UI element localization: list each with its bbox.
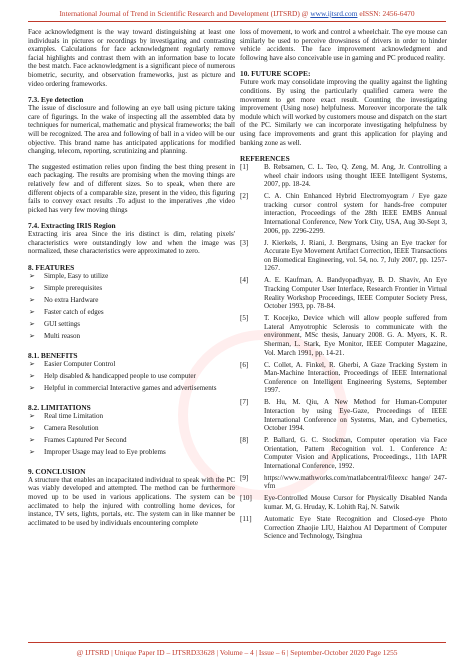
list-item [28,360,235,369]
reference-text: Eye-Controlled Mouse Cursor for Physically Disabled Nanda kumar. M, G. Hruday, K. Lohith Raj, N. Satwik [264,494,447,512]
list-item-text: Simple prerequisites [44,284,103,293]
section-7-4-paragraph: Extracting iris area Since the iris distinct is dim, relating pixels' characteristics were outstandingly low and when the image was normalized, these characteristics were approximated to zero. [28,230,235,256]
reference-number: [7] [240,398,249,407]
section-10-title: 10. FUTURE SCOPE: [240,69,311,79]
list-item [28,424,235,433]
reference-item [240,361,447,395]
reference-number: [2] [240,192,249,201]
list-item [28,284,235,293]
right-column [240,28,447,638]
arrow-bullet-icon: ➢ [29,435,35,444]
reference-list [240,163,447,541]
list-item [28,372,235,381]
list-item-text: Frames Captured Per Second [44,435,127,444]
reference-item [240,494,447,511]
arrow-bullet-icon: ➢ [29,308,35,317]
intro-paragraph: Face acknowledgment is the way toward distinguishing at least one individuals in pictures or recordings by investigating and contrasting examples. Calculations for face acknowledgment regularly remove facial highlights and contrast them with an information base to locate the best match. Face acknowledgment is a significant piece of numerous biometric, security, and observation frameworks, just as picture and video ordering frameworks. [28,28,235,88]
arrow-bullet-icon: ➢ [29,411,35,420]
list-item [28,436,235,445]
list-item [28,296,235,305]
limitations-list [28,412,235,457]
section-7-3-title: 7.3. Eye detection [28,95,84,105]
reference-number: [11] [240,515,252,523]
arrow-bullet-icon: ➢ [29,423,35,432]
arrow-bullet-icon: ➢ [29,359,35,368]
reference-number: [4] [240,276,249,285]
list-item-text: Multi reason [44,331,81,340]
header-url-link[interactable]: www.ijtsrd.com [310,9,358,18]
section-7-4-title: 7.4. Extracting IRIS Region [28,221,116,231]
reference-number: [8] [240,436,249,445]
section-8-title: 8. FEATURES [28,263,75,273]
list-item [28,320,235,329]
section-8-1-title: 8.1. BENEFITS [28,350,78,360]
reference-number: [5] [240,314,249,323]
section-9-title: 9. CONCLUSION [28,466,86,476]
reference-item [240,474,447,491]
section-7-3-paragraph-2: The suggested estimation relies upon finding the best thing present in each packaging. The results are promising when the moving things are relatively few and of different sizes. So to speak, when there are different objects of a comparable size, present in the video, this figuring fails to convey exact results .To adjust to the imperatives ,the video picked has very few moving things [28,162,235,214]
list-item-text: Easier Computer Control [44,359,116,368]
reference-text: B. Rebsamen, C. L. Teo, Q. Zeng, M. Ang, Jr. Controlling a wheel chair indoors using thought IEEE Intelligent Systems, 2007, pp. 18-24. [264,163,447,189]
reference-text: J. Kierkels, J. Riani, J. Bergmans, Using an Eye tracker for Accurate Eye Movement Artifact Correction, IEEE Transactions on Biomedical Engineering, vol. 54, no. 7, July 2007, pp. 1257-1267. [264,238,447,273]
reference-item [240,436,447,470]
page-footer: @ IJTSRD | Unique Paper ID – IJTSRD33628 | Volume – 4 | Issue – 6 | September-October 2020 Page 1255 [76,648,398,657]
section-8-2-title: 8.2. LIMITATIONS [28,402,91,412]
reference-text: Automatic Eye State Recognition and Closed-eye Photo Correction Zhaojie LIU, Haizhou AI Department of Computer Science and Technology, Tsinghua [264,515,447,541]
section-10-paragraph: Future work may consolidate improving the quality against the lighting conditions. By using the particularly qualified camera were the movement to get more exact result. Counting the investigating improvement (Using nose) helpfulness. Moreover incorporate the talk module which will worked by customers mouse and dispatch on the start of the PC. Similarly we can incorporate investigating helpfulness by using face improvements and grant this application for playing and banking zone as well. [240,78,447,147]
left-column [28,28,235,638]
reference-text: C. A. Chin Enhanced Hybrid Electromyogram / Eye gaze tracking cursor control system for hands-free computer interaction, Proceedings of the 28th IEEE EMBS Annual International Conference, New York City, USA, Aug 30-Sept 3, 2006, pp. 2296-2299. [264,192,447,235]
arrow-bullet-icon: ➢ [29,284,35,293]
list-item [28,308,235,317]
reference-item [240,192,447,235]
page-header [0,9,474,18]
continuation-paragraph: loss of movement, to work and control a wheelchair. The eye mouse can similarly be used to perceive drowsiness of drivers in order to hinder vehicle accidents. The face improvement acknowledgment and following have also conceivable use in gaming and PC produced reality. [240,28,447,62]
reference-text: B. Hu, M. Qiu, A New Method for Human-Computer Interaction by using Eye-Gaze, Proceedings of IEEE International Conference on Systems, Man, and Cybernetics, October 1994. [264,398,447,433]
list-item [28,272,235,281]
footer-rule [28,642,446,643]
arrow-bullet-icon: ➢ [29,320,35,328]
reference-item [240,276,447,310]
reference-item [240,239,447,273]
list-item-text: Helpful in commercial Interactive games and advertisements [44,383,217,392]
features-list [28,272,235,341]
reference-number: [3] [240,238,249,247]
list-item-text: Improper Usage may lead to Eye problems [44,447,166,456]
reference-item [240,314,447,357]
list-item [28,412,235,421]
reference-text: T. Kocejko, Device which will allow people suffered from Lateral Amyotrophic Sclerosis to communicate with the environment, MSc thesis, January 2008. G. A. Myers, K. R. Sherman, L. Stark, Eye Monitor, IEEE Computer Magazine, Vol. March 1991, pp. 14-21. [264,314,447,357]
reference-text: A. E. Kaufman, A. Bandyopadhyay, B. D. Shaviv, An Eye Tracking Computer User Interface, Research Frontier in Virtual Reality Workshop Proceedings, IEEE Computer Society Press, October 1993, pp. 78-84. [264,276,447,311]
list-item-text: GUI settings [44,320,81,328]
list-item-text: Simple, Easy to utilize [44,272,109,281]
header-suffix: eISSN: 2456-6470 [357,9,415,18]
list-item-text: Real time Limitation [44,411,104,420]
references-title: REFERENCES [240,154,290,164]
header-rule [28,21,446,22]
arrow-bullet-icon: ➢ [29,272,35,281]
reference-text: P. Ballard, G. C. Stockman, Computer operation via Face Orientation, Pattern Recognition vol. 1. Conference A: Computer Vision and Applications, Proceedings., 11th IAPR International Conference, 1992. [264,436,447,470]
reference-item [240,163,447,189]
section-7-3-paragraph-1: The issue of disclosure and following an eye ball using picture taking care of figurings. In the wake of inspecting all the assembled data by techniques for numerical, mathematic and physical frameworks; the ball will be recognized. The area and following of ball in a video will be our objective. This brand name has anticipated applications for modified changing, telecom, reporting, scrutinizing and planning. [28,104,235,156]
reference-number: [9] [240,473,249,482]
arrow-bullet-icon: ➢ [29,331,35,340]
reference-text: C. Collet, A. Finkel, R. Gherbi, A Gaze Tracking System in Man-Machine Interaction, Proceedings of IEEE International Conference on Intelligent Engineering Systems, September 1997. [264,360,447,395]
reference-item [240,398,447,432]
reference-number: [6] [240,360,249,369]
list-item [28,332,235,341]
reference-number: [10] [240,494,252,503]
reference-number: [1] [240,163,249,172]
list-item-text: No extra Hardware [44,296,99,305]
benefits-list [28,360,235,393]
reference-item [240,515,447,541]
arrow-bullet-icon: ➢ [29,371,35,380]
arrow-bullet-icon: ➢ [29,383,35,392]
list-item [28,384,235,393]
list-item-text: Faster catch of edges [44,308,104,317]
reference-link[interactable]: https://www.mathworks.com/matlabcentral/fileexc hange/ 247-vfm [264,473,447,491]
list-item-text: Camera Resolution [44,423,99,432]
arrow-bullet-icon: ➢ [29,447,35,456]
list-item-text: Help disabled & handicapped people to use computer [44,371,196,380]
header-prefix: International Journal of Trend in Scientific Research and Development (IJTSRD) @ [59,9,311,18]
arrow-bullet-icon: ➢ [29,296,35,305]
section-9-paragraph: A structure that enables an incapacitated individual to speak with the PC was viably developed and attempted. The method can be furthermore moved up to be used in various applications. The system can be acclimated to help the injured with controlling home devices, for instance, TV sets, lights, portals, etc. The system can in like manner be acclimated to be used by individuals encountering complete [28,475,235,527]
list-item [28,448,235,457]
